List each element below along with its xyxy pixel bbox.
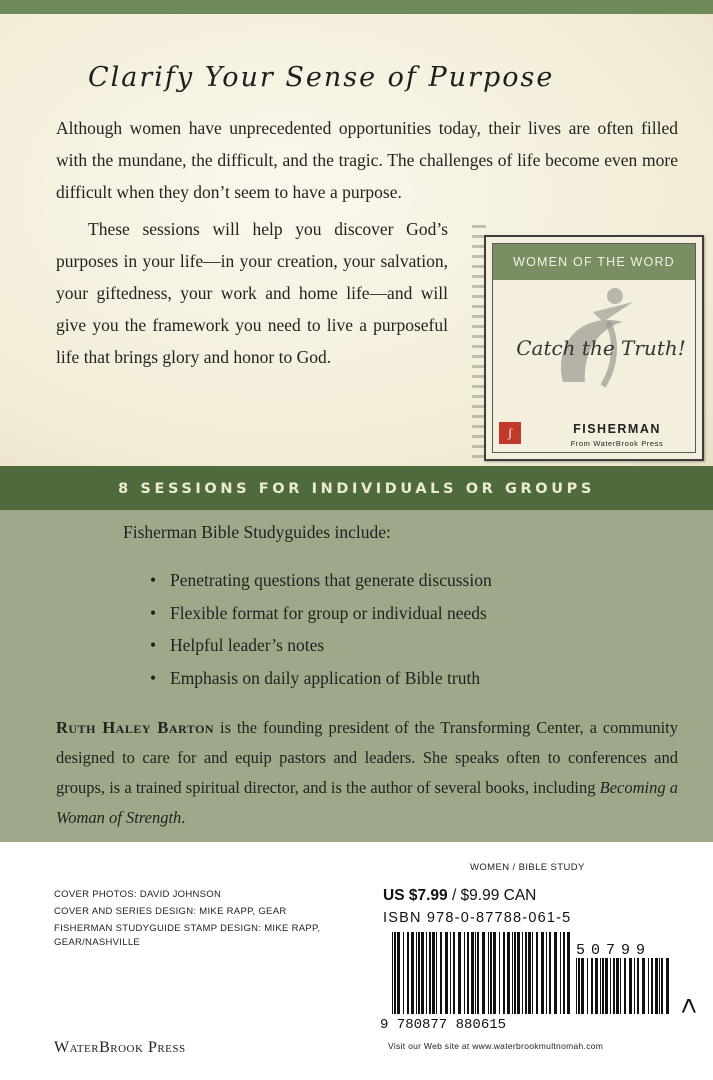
barcode-bar [610, 958, 611, 1014]
stamp-design-credit: FISHERMAN STUDYGUIDE STAMP DESIGN: MIKE RAPP, GEAR/NASHVILLE [54, 923, 321, 948]
design-credits [54, 888, 324, 953]
list-item [150, 631, 492, 664]
barcode-bar [503, 932, 505, 1014]
barcode-bar [488, 932, 489, 1014]
barcode-bar [560, 932, 561, 1014]
author-bio [56, 713, 678, 833]
fisherman-logo-icon: ʃ [499, 422, 521, 444]
barcode-bar [440, 932, 442, 1014]
barcode-bar [659, 958, 660, 1014]
barcode-bar [403, 932, 404, 1014]
includes-heading: Fisherman Bible Studyguides include: [123, 522, 391, 542]
author-bio-text: is the founding president of the Transforming Center, a community designed to care for and equip pastors and leaders. She speaks often to conferences and groups, is a trained spiritual director, and is the author of several books, including [56, 718, 679, 797]
publisher-name: WaterBrook Press [54, 1039, 186, 1056]
stamp-series-header: WOMEN OF THE WORD [493, 244, 695, 280]
barcode-bar [450, 932, 451, 1014]
barcode-bar [642, 958, 645, 1014]
list-item [150, 664, 492, 697]
barcode-bar [436, 932, 437, 1014]
feature-list [150, 566, 492, 696]
stamp-brand: FISHERMAN [573, 422, 661, 436]
barcode-bar [567, 932, 570, 1014]
feature-text: Emphasis on daily application of Bible truth [170, 667, 481, 688]
barcode-bar [477, 932, 479, 1014]
feature-text: Helpful leader’s notes [170, 635, 325, 655]
photo-credit: COVER PHOTOS: DAVID JOHNSON [54, 889, 222, 900]
barcode-bar [467, 932, 469, 1014]
barcode-bar [490, 932, 492, 1014]
barcode-bar [648, 958, 649, 1014]
author-bio-end: . [181, 808, 186, 827]
stamp-publisher-line: From WaterBrook Press [570, 439, 664, 448]
cover-headline: Clarify Your Sense of Purpose [88, 62, 555, 93]
sessions-banner-text: 8 SESSIONS FOR INDIVIDUALS OR GROUPS [118, 481, 595, 497]
barcode-bar [600, 958, 601, 1014]
website-line: Visit our Web site at www.waterbrookmultnomah.com [388, 1041, 604, 1051]
author-name: Ruth Haley Barton [56, 718, 215, 737]
barcode-bar [411, 932, 414, 1014]
price-label [383, 887, 536, 905]
barcode-bar [429, 932, 431, 1014]
barcode-icon [378, 932, 706, 1032]
barcode-bar [397, 932, 400, 1014]
bullet-icon: • [150, 570, 157, 590]
barcode-bar [517, 932, 520, 1014]
barcode-bar [475, 932, 476, 1014]
barcode-bar [512, 932, 513, 1014]
barcode-bar [528, 932, 531, 1014]
barcode-bar [602, 958, 604, 1014]
barcode-bar [554, 932, 557, 1014]
barcode-bar [591, 958, 593, 1014]
barcode-bar [416, 932, 417, 1014]
series-stamp [472, 225, 712, 461]
barcode-bar [453, 932, 455, 1014]
design-credit: COVER AND SERIES DESIGN: MIKE RAPP, GEAR [54, 906, 287, 917]
barcode-bar [578, 958, 580, 1014]
barcode-bar [514, 932, 516, 1014]
barcode-digits: 9 780877 880615 [380, 1017, 507, 1032]
barcode-bar [546, 932, 547, 1014]
barcode-bar [666, 958, 669, 1014]
barcode-bar [418, 932, 420, 1014]
barcode-bar [605, 958, 608, 1014]
purpose-paragraph: These sessions will help you discover God’s purposes in your life—in your creation, your salvation, your giftedness, your work and home life—and will give you the framework you need to live a purposeful life that brings glory and honor to God. [56, 219, 448, 367]
barcode-addon-digits: 50799 [576, 942, 652, 959]
barcode-bar [549, 932, 551, 1014]
barcode-bar [655, 958, 658, 1014]
barcode-bar [499, 932, 500, 1014]
stamp-frame [492, 243, 696, 453]
barcode-bar [661, 958, 663, 1014]
barcode-bar [634, 958, 635, 1014]
feature-text: Flexible format for group or individual needs [170, 602, 487, 623]
barcode-bar [651, 958, 653, 1014]
feature-text: Penetrating questions that generate discussion [170, 570, 492, 590]
barcode-bar [407, 932, 409, 1014]
barcode-bar [595, 958, 598, 1014]
barcode-bar [464, 932, 465, 1014]
barcode-bar [576, 958, 577, 1014]
book-category: WOMEN / BIBLE STUDY [470, 862, 585, 873]
bullet-icon: • [150, 667, 157, 688]
stamp-tagline: Catch the Truth! [516, 336, 686, 360]
barcode-bar [471, 932, 474, 1014]
barcode-bar [432, 932, 435, 1014]
barcode-bar [581, 958, 584, 1014]
barcode-quiet-zone-mark: > [673, 997, 704, 1014]
barcode-bar [624, 958, 626, 1014]
barcode-bar [541, 932, 544, 1014]
barcode-bar [482, 932, 485, 1014]
price-can: / $9.99 CAN [447, 887, 537, 904]
barcode-bar [421, 932, 424, 1014]
barcode-bar [445, 932, 448, 1014]
barcode-bar [637, 958, 639, 1014]
barcode-bar [620, 958, 621, 1014]
barcode-bar [507, 932, 510, 1014]
price-us: US $7.99 [383, 887, 448, 904]
list-item [150, 599, 492, 632]
barcode-bar [394, 932, 396, 1014]
bullet-icon: • [150, 602, 157, 623]
barcode-bar [613, 958, 615, 1014]
barcode-bar [616, 958, 619, 1014]
barcode-bar [493, 932, 496, 1014]
isbn-label: ISBN 978-0-87788-061-5 [383, 910, 572, 926]
top-accent-band [0, 0, 713, 14]
barcode-bar [563, 932, 565, 1014]
barcode-bar [426, 932, 427, 1014]
barcode-bar [532, 932, 533, 1014]
barcode-bar [458, 932, 461, 1014]
book-title: Becoming a Woman of Strength [56, 778, 678, 827]
barcode-bar [536, 932, 538, 1014]
barcode-bar [392, 932, 393, 1014]
sessions-banner [0, 466, 713, 510]
barcode-bar [587, 958, 588, 1014]
barcode-bar [522, 932, 523, 1014]
intro-paragraph: Although women have unprecedented opportunities today, their lives are often filled with the mundane, the difficult, and the tragic. The challenges of life become even more difficult when they don’t seem to have a purpose. [56, 118, 678, 202]
stamp-body [484, 235, 704, 461]
barcode-bar [629, 958, 632, 1014]
barcode-bar [525, 932, 527, 1014]
bullet-icon: • [150, 635, 157, 655]
list-item [150, 566, 492, 599]
